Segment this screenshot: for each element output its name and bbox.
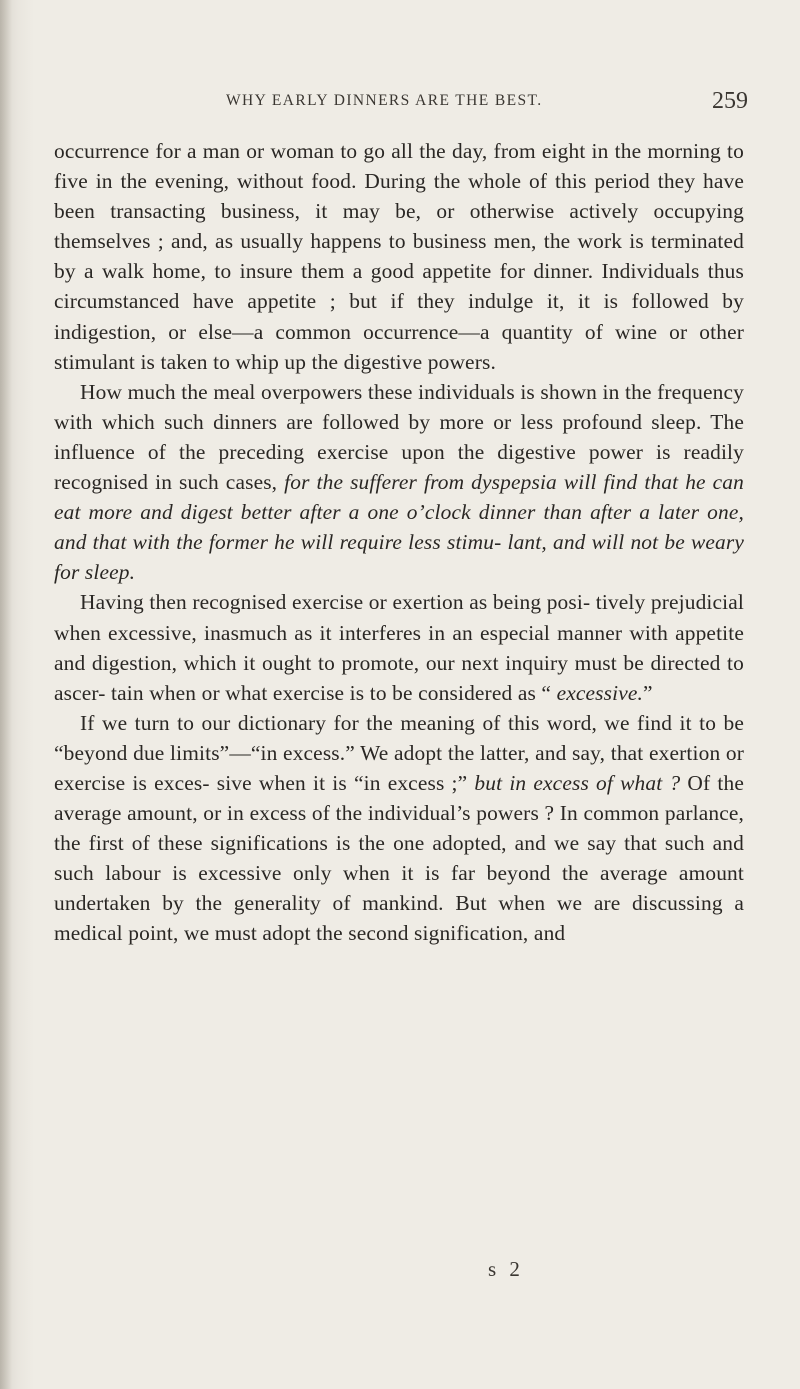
page-gutter-shadow [0, 0, 12, 1389]
paragraph [54, 708, 744, 949]
signature-mark: s 2 [488, 1257, 524, 1281]
paragraph [54, 377, 744, 588]
running-head [0, 88, 800, 118]
body-text [54, 136, 744, 949]
text-run: How much the meal overpowers these individuals is shown in the frequency with which such dinners are followed by more or less profound sleep. The influence of the preceding exercise upon the digestive power is readily recognised in such cases, [54, 379, 744, 495]
italic-text: but in excess of what ? [474, 770, 681, 795]
text-run: Of the average amount, or in excess of the individual’s powers ? In common parlance, the first of these significations is the one adopted, and we say that such and such labour is excessive only when it is far beyond the average amount undertaken by the generality of mankind. But when we are discussing a medical point, we must adopt the second signification, and [54, 770, 745, 946]
italic-text: for the sufferer from dyspepsia will find that he can eat more and digest better after a one o’clock dinner than after a later one, and that with the former he will require less stimu- lant, and will not be weary for sleep. [54, 470, 744, 585]
paragraph [54, 587, 744, 707]
text-run: occurrence for a man or woman to go all the day, from eight in the morning to five in the evening, without food. During the whole of this period they have been transacting business, it may be, or otherwise actively occupying themselves ; and, as usually happens to business men, the work is terminated by a walk home, to insure them a good appetite for dinner. Individuals thus circumstanced have appetite ; but if they indulge it, it is followed by indigestion, or else—a common occurrence—a quantity of wine or other stimulant is taken to whip up the digestive powers. [54, 139, 744, 374]
page-number: 259 [712, 88, 748, 114]
text-run: Having then recognised exercise or exertion as being posi- tively prejudicial when excessive, inasmuch as it interferes in an especial manner with appetite and digestion, which it ought to promote, our next inquiry must be directed to ascer- tain when or what exercise is to be considered as “ [54, 590, 744, 705]
paragraph [54, 136, 744, 377]
text-run: ” [643, 680, 653, 705]
text-run: If we turn to our dictionary for the meaning of this word, we find it to be “beyond due limits”—“in excess.” We adopt the latter, and say, that exertion or exercise is exces- sive when it is “in excess ;” [54, 710, 744, 795]
italic-text: excessive. [556, 680, 643, 705]
running-title: WHY EARLY DINNERS ARE THE BEST. [226, 92, 543, 109]
